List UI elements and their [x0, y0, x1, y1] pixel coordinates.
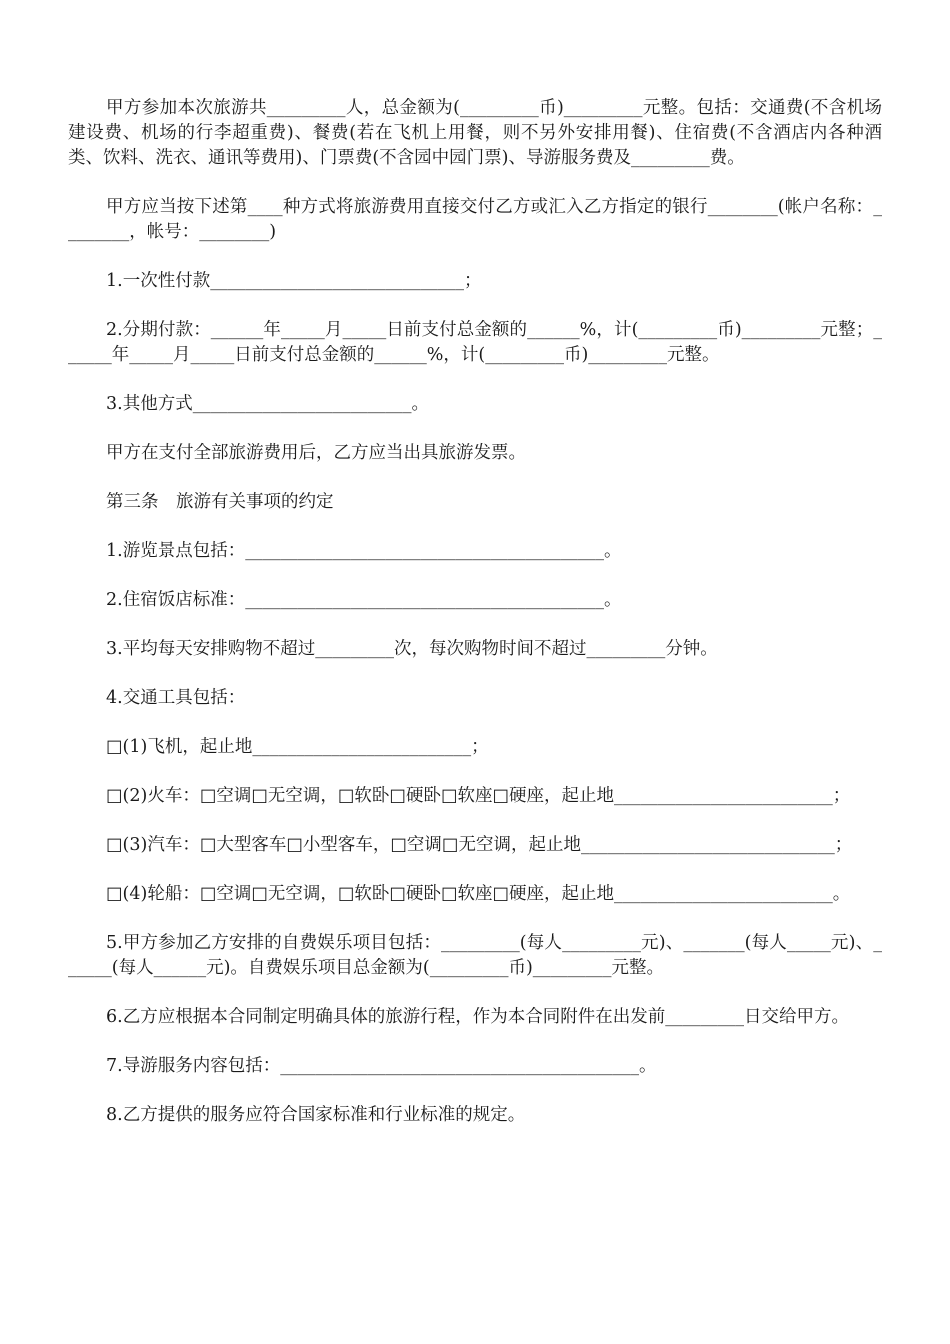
paragraph-lump-sum: 1.一次性付款_____________________________； — [106, 271, 482, 291]
paragraph-transport-ship: □(4)轮船：□空调□无空调，□软卧□硬卧□软座□硬座，起止地_________________________。 — [106, 884, 851, 904]
paragraph-invoice: 甲方在支付全部旅游费用后，乙方应当出具旅游发票。 — [106, 443, 526, 463]
paragraph-payment-method: 甲方应当按下述第____种方式将旅游费用直接交付乙方或汇入乙方指定的银行________(帐户名称：________，帐号：________) — [68, 197, 882, 242]
paragraph-total-amount: 甲方参加本次旅游共_________人，总金额为(_________币)_________元整。包括：交通费(不含机场建设费、机场的行李超重费)、餐费(若在飞机上用餐，则不另外安排用餐)、住宿费(不含酒店内各种酒类、饮料、洗衣、通讯等费用)、门票费(不含园中园门票)、导游服务费及_________费。 — [68, 98, 882, 168]
paragraph-shopping: 3.平均每天安排购物不超过_________次，每次购物时间不超过_________分钟。 — [106, 639, 718, 659]
paragraph-transport-plane: □(1)飞机，起止地_________________________； — [106, 737, 489, 757]
paragraph-scenic-spots: 1.游览景点包括：_________________________________________。 — [106, 541, 622, 561]
paragraph-guide-service: 7.导游服务内容包括：_________________________________________。 — [106, 1056, 657, 1076]
paragraph-transport-bus: □(3)汽车：□大型客车□小型客车，□空调□无空调，起止地_____________________________； — [106, 835, 853, 855]
contract-page — [68, 96, 882, 1152]
paragraph-transport-train: □(2)火车：□空调□无空调，□软卧□硬卧□软座□硬座，起止地_________________________； — [106, 786, 851, 806]
paragraph-transport-heading: 4.交通工具包括： — [106, 688, 246, 708]
paragraph-itinerary: 6.乙方应根据本合同制定明确具体的旅游行程，作为本合同附件在出发前_________日交给甲方。 — [106, 1007, 849, 1027]
paragraph-optional-entertainment: 5.甲方参加乙方安排的自费娱乐项目包括：_________(每人_________元)、_______(每人_____元)、______(每人______元)。自费娱乐项目总金额为(_________币)_________元整。 — [68, 933, 882, 978]
paragraph-other-method: 3.其他方式_________________________。 — [106, 394, 429, 414]
paragraph-hotel-standard: 2.住宿饭店标准：_________________________________________。 — [106, 590, 622, 610]
paragraph-service-standard: 8.乙方提供的服务应符合国家标准和行业标准的规定。 — [106, 1105, 526, 1125]
paragraph-installment: 2.分期付款：______年_____月_____日前支付总金额的______%，计(_________币)_________元整；______年_____月_____日前支付总金额的______%，计(_________币)_________元整。 — [68, 320, 882, 365]
section-heading-article-3: 第三条 旅游有关事项的约定 — [106, 492, 334, 512]
